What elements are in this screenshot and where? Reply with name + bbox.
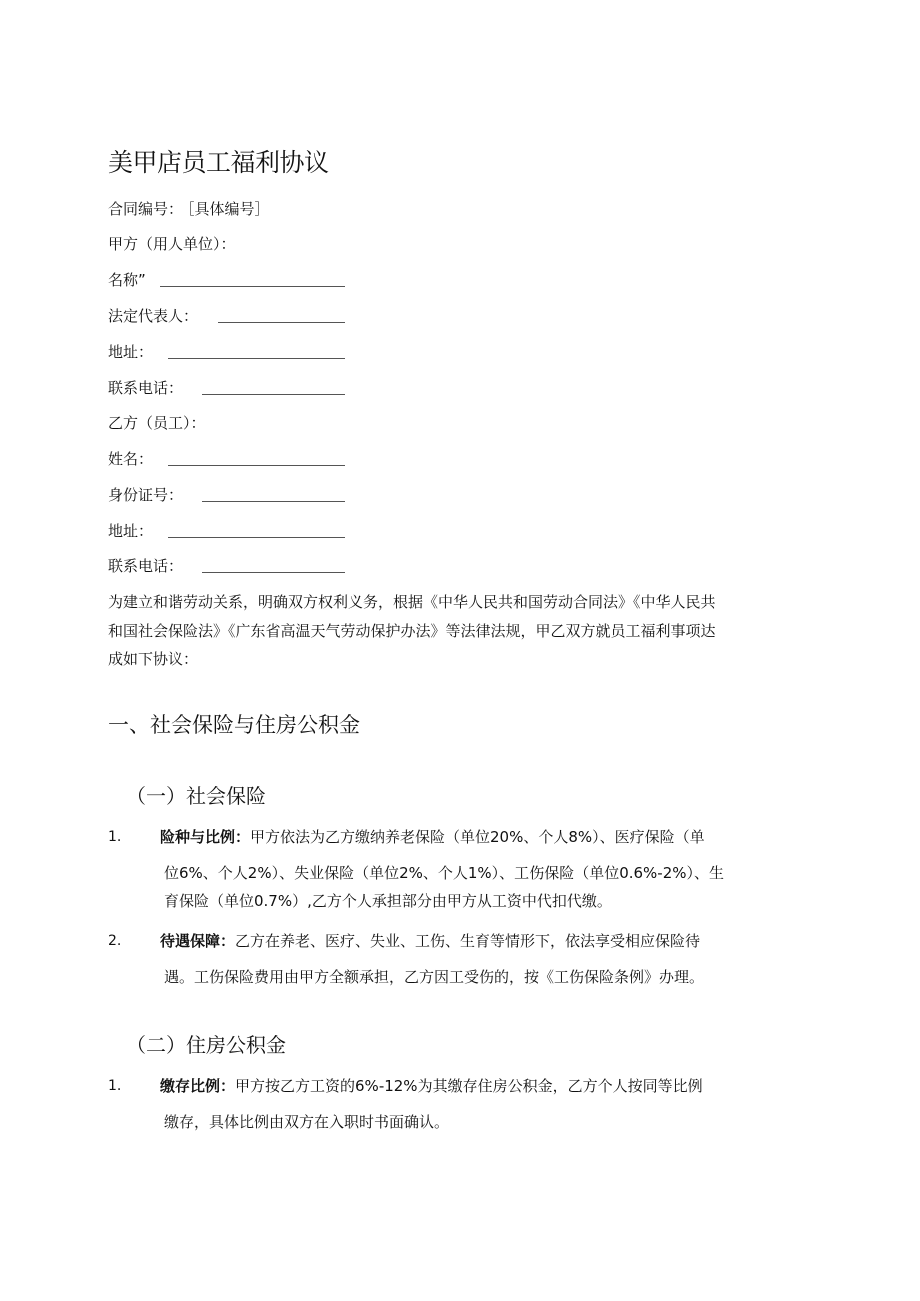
item-term: 待遇保障：: [160, 932, 236, 950]
list-item-first-line: [160, 827, 705, 847]
party-a-name-blank[interactable]: [160, 286, 345, 287]
item-text: 遇。工伤保险费用由甲方全额承担，乙方因工受伤的，按《工伤保险条例》办理。: [164, 968, 705, 986]
item-number: 2.: [108, 933, 122, 949]
item-number: 1.: [108, 829, 122, 845]
intro-line: 为建立和谐劳动关系，明确双方权利义务，根据《中华人民共和国劳动合同法》《中华人民共: [108, 593, 716, 611]
item-term: 缴存比例：: [160, 1077, 236, 1095]
party-b-name-blank[interactable]: [168, 465, 345, 466]
contract-number-value: ［具体编号］: [187, 200, 270, 218]
item-text: 育保险（单位0.7%）,乙方个人承担部分由甲方从工资中代扣代缴。: [164, 892, 612, 910]
item-text: 位6%、个人2%）、失业保险（单位2%、个人1%）、工伤保险（单位0.6%-2%）、生: [164, 864, 725, 882]
list-item-first-line: [160, 1076, 703, 1096]
intro-line: 成如下协议：: [108, 650, 199, 668]
item-text: 缴存，具体比例由双方在入职时书面确认。: [164, 1113, 450, 1131]
party-a-heading: 甲方（用人单位）：: [108, 235, 236, 253]
party-b-id-blank[interactable]: [202, 501, 345, 502]
party-b-heading: 乙方（员工）：: [108, 414, 206, 432]
party-a-rep-blank[interactable]: [218, 322, 345, 323]
subsection-heading: （二）住房公积金: [126, 1033, 286, 1057]
party-b-phone-blank[interactable]: [202, 572, 345, 573]
list-item-first-line: [160, 931, 700, 951]
document-title: 美甲店员工福利协议: [108, 148, 329, 177]
party-a-phone-label: 联系电话：: [108, 379, 184, 397]
contract-number: [108, 199, 270, 219]
party-b-phone-label: 联系电话：: [108, 557, 184, 575]
subsection-heading: （一）社会保险: [126, 784, 266, 808]
party-a-name-label: 名称”: [108, 271, 146, 289]
party-b-name-label: 姓名：: [108, 450, 154, 468]
item-text: 乙方在养老、医疗、失业、工伤、生育等情形下，依法享受相应保险待: [235, 932, 701, 950]
intro-line: 和国社会保险法》《广东省高温天气劳动保护办法》等法律法规，甲乙双方就员工福利事项达: [108, 622, 716, 640]
party-a-address-blank[interactable]: [168, 358, 345, 359]
section-heading: 一、社会保险与住房公积金: [108, 713, 360, 737]
item-text: 甲方按乙方工资的6%-12%为其缴存住房公积金，乙方个人按同等比例: [235, 1077, 703, 1095]
party-b-id-label: 身份证号：: [108, 486, 184, 504]
item-number: 1.: [108, 1078, 122, 1094]
party-a-rep-label: 法定代表人：: [108, 307, 199, 325]
party-b-address-blank[interactable]: [168, 537, 345, 538]
contract-number-label: 合同编号：: [108, 200, 184, 218]
item-term: 险种与比例：: [160, 828, 251, 846]
party-b-address-label: 地址：: [108, 522, 154, 540]
party-a-address-label: 地址：: [108, 343, 154, 361]
item-text: 甲方依法为乙方缴纳养老保险（单位20%、个人8%）、医疗保险（单: [250, 828, 705, 846]
party-a-phone-blank[interactable]: [202, 394, 345, 395]
